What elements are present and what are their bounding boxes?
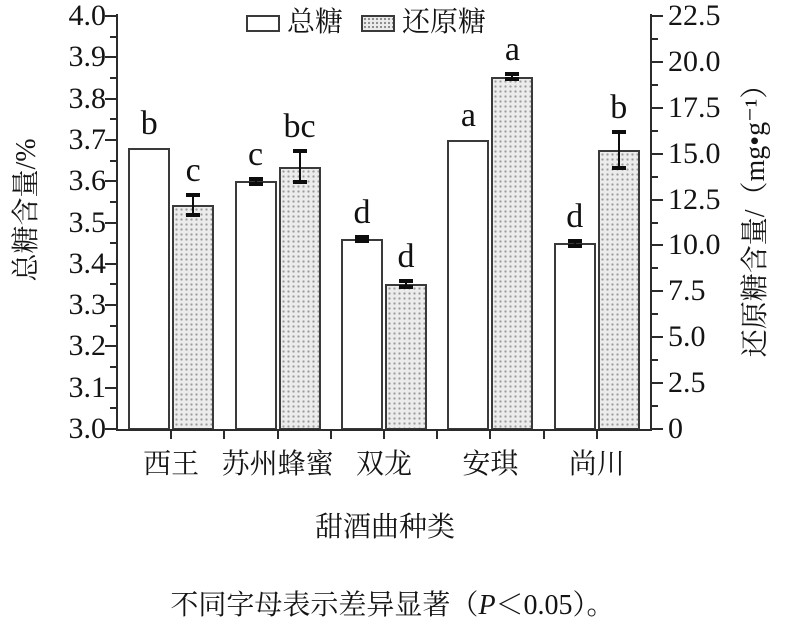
right-axis-major-tick [652,61,663,63]
x-axis-tick [383,431,385,439]
right-axis-tick-label: 12.5 [668,182,721,216]
significance-letter: bc [283,107,316,145]
error-bar-cap-top [355,235,369,239]
right-axis-tick-label: 17.5 [668,90,721,124]
left-axis-minor-tick [110,242,116,244]
bar-总糖-西王 [128,148,170,430]
x-axis-tick [223,431,225,439]
error-bar-cap-top [505,72,519,76]
bar-总糖-尚川 [554,243,596,430]
right-axis-tick-label: 15.0 [668,136,721,170]
left-axis-tick-label: 3.9 [68,40,106,74]
left-axis-tick-label: 3.2 [68,329,106,363]
error-bar-cap-top [249,177,263,181]
right-axis-tick-label: 0 [668,412,683,445]
x-axis-tick [277,431,279,439]
error-bar-cap-bottom [568,244,582,248]
left-axis-tick-label: 3.7 [68,122,106,156]
right-y-axis-title: 还原糖含量/（mg•g⁻¹） [740,70,771,358]
right-axis-tick-label: 10.0 [668,228,721,262]
left-axis-tick-label: 3.5 [68,205,106,239]
x-category-label: 苏州蜂蜜 [221,449,334,480]
left-axis-tick-label: 3.8 [68,81,106,115]
left-y-axis-title: 总糖含量/% [11,138,42,282]
error-bar-line [618,132,620,169]
significance-letter: b [610,88,628,126]
left-axis-minor-tick [110,77,116,79]
right-axis-minor-tick [652,130,658,132]
right-axis-tick-label: 20.0 [668,44,721,78]
error-bar-cap-bottom [505,77,519,81]
figure-caption [0,583,785,619]
significance-letter: c [248,135,264,173]
legend-swatch-total-sugar-icon [246,15,280,32]
bar-还原糖-西王 [172,205,214,430]
error-bar-line [192,195,194,215]
left-axis-major-tick [105,222,116,224]
x-axis-tick [596,431,598,439]
x-axis-tick [489,431,491,439]
right-axis-major-tick [652,153,663,155]
left-axis-major-tick [105,263,116,265]
right-axis-minor-tick [652,84,658,86]
left-axis-major-tick [105,139,116,141]
significance-letter: a [504,30,520,68]
left-axis-minor-tick [110,366,116,368]
right-axis-major-tick [652,382,663,384]
chart-legend [0,4,785,44]
right-axis-major-tick [652,199,663,201]
error-bar-cap-bottom [612,166,626,170]
error-bar-cap-top [612,130,626,134]
x-axis-tick [330,431,332,439]
left-y-axis-line [116,14,118,431]
error-bar-cap-bottom [249,182,263,186]
left-axis-major-tick [105,180,116,182]
error-bar-cap-top [399,279,413,283]
x-category-label: 双龙 [355,449,412,480]
x-axis-tick [170,431,172,439]
x-axis-tick [436,431,438,439]
left-axis-minor-tick [110,118,116,120]
right-axis-minor-tick [652,222,658,224]
right-axis-tick-label: 2.5 [668,366,706,400]
left-axis-tick-label: 3.1 [68,370,106,404]
error-bar-line [299,151,301,182]
right-axis-tick-label: 7.5 [668,274,706,308]
right-axis-minor-tick [652,267,658,269]
right-axis-major-tick [652,244,663,246]
x-category-label: 尚川 [568,449,625,480]
caption-suffix: ＜0.05）。 [495,590,615,619]
error-bar-cap-bottom [293,180,307,184]
right-axis-major-tick [652,336,663,338]
bar-还原糖-双龙 [385,284,427,430]
error-bar-cap-bottom [186,213,200,217]
left-axis-minor-tick [110,407,116,409]
significance-letter: d [566,197,584,235]
error-bar-cap-top [186,193,200,197]
left-axis-tick-label: 3.3 [68,288,106,322]
bar-还原糖-尚川 [598,150,640,430]
error-bar-cap-top [568,239,582,243]
right-axis-minor-tick [652,359,658,361]
legend-label-reducing-sugar: 还原糖 [402,7,487,38]
left-axis-tick-label: 3.6 [68,164,106,198]
left-axis-minor-tick [110,283,116,285]
significance-letter: c [185,151,201,189]
legend-item-total-sugar [246,8,343,38]
left-axis-tick-label: 3.4 [68,246,106,280]
legend-item-reducing-sugar [361,8,486,38]
legend-label-total-sugar: 总糖 [287,7,344,38]
left-axis-major-tick [105,387,116,389]
significance-letter: d [397,238,415,276]
right-axis-major-tick [652,290,663,292]
left-axis-major-tick [105,345,116,347]
legend-swatch-reducing-sugar-icon [361,15,395,32]
significance-letter: b [140,105,158,143]
error-bar-cap-bottom [399,285,413,289]
left-axis-tick-label: 4.0 [68,0,106,32]
left-axis-minor-tick [110,201,116,203]
right-axis-major-tick [652,107,663,109]
x-category-label: 安琪 [462,449,519,480]
x-category-label: 西王 [143,449,200,480]
bar-还原糖-苏州蜂蜜 [279,167,321,430]
caption-prefix: 不同字母表示差异显著（ [170,590,479,619]
right-axis-major-tick [652,428,663,430]
right-axis-tick-label: 22.5 [668,0,721,32]
x-axis-tick [543,431,545,439]
left-axis-minor-tick [110,325,116,327]
significance-letter: d [353,193,371,231]
right-axis-tick-label: 5.0 [668,320,706,354]
x-axis-title: 甜酒曲种类 [314,512,455,543]
right-axis-minor-tick [652,176,658,178]
left-axis-major-tick [105,428,116,430]
significance-letter: a [460,96,476,134]
left-axis-minor-tick [110,160,116,162]
left-axis-tick-label: 3.0 [68,412,106,445]
right-axis-minor-tick [652,405,658,407]
left-axis-major-tick [105,56,116,58]
caption-p-symbol: P [478,590,496,619]
left-axis-major-tick [105,98,116,100]
right-axis-minor-tick [652,313,658,315]
left-axis-major-tick [105,304,116,306]
bar-总糖-安琪 [447,140,489,430]
bar-总糖-苏州蜂蜜 [235,181,277,430]
